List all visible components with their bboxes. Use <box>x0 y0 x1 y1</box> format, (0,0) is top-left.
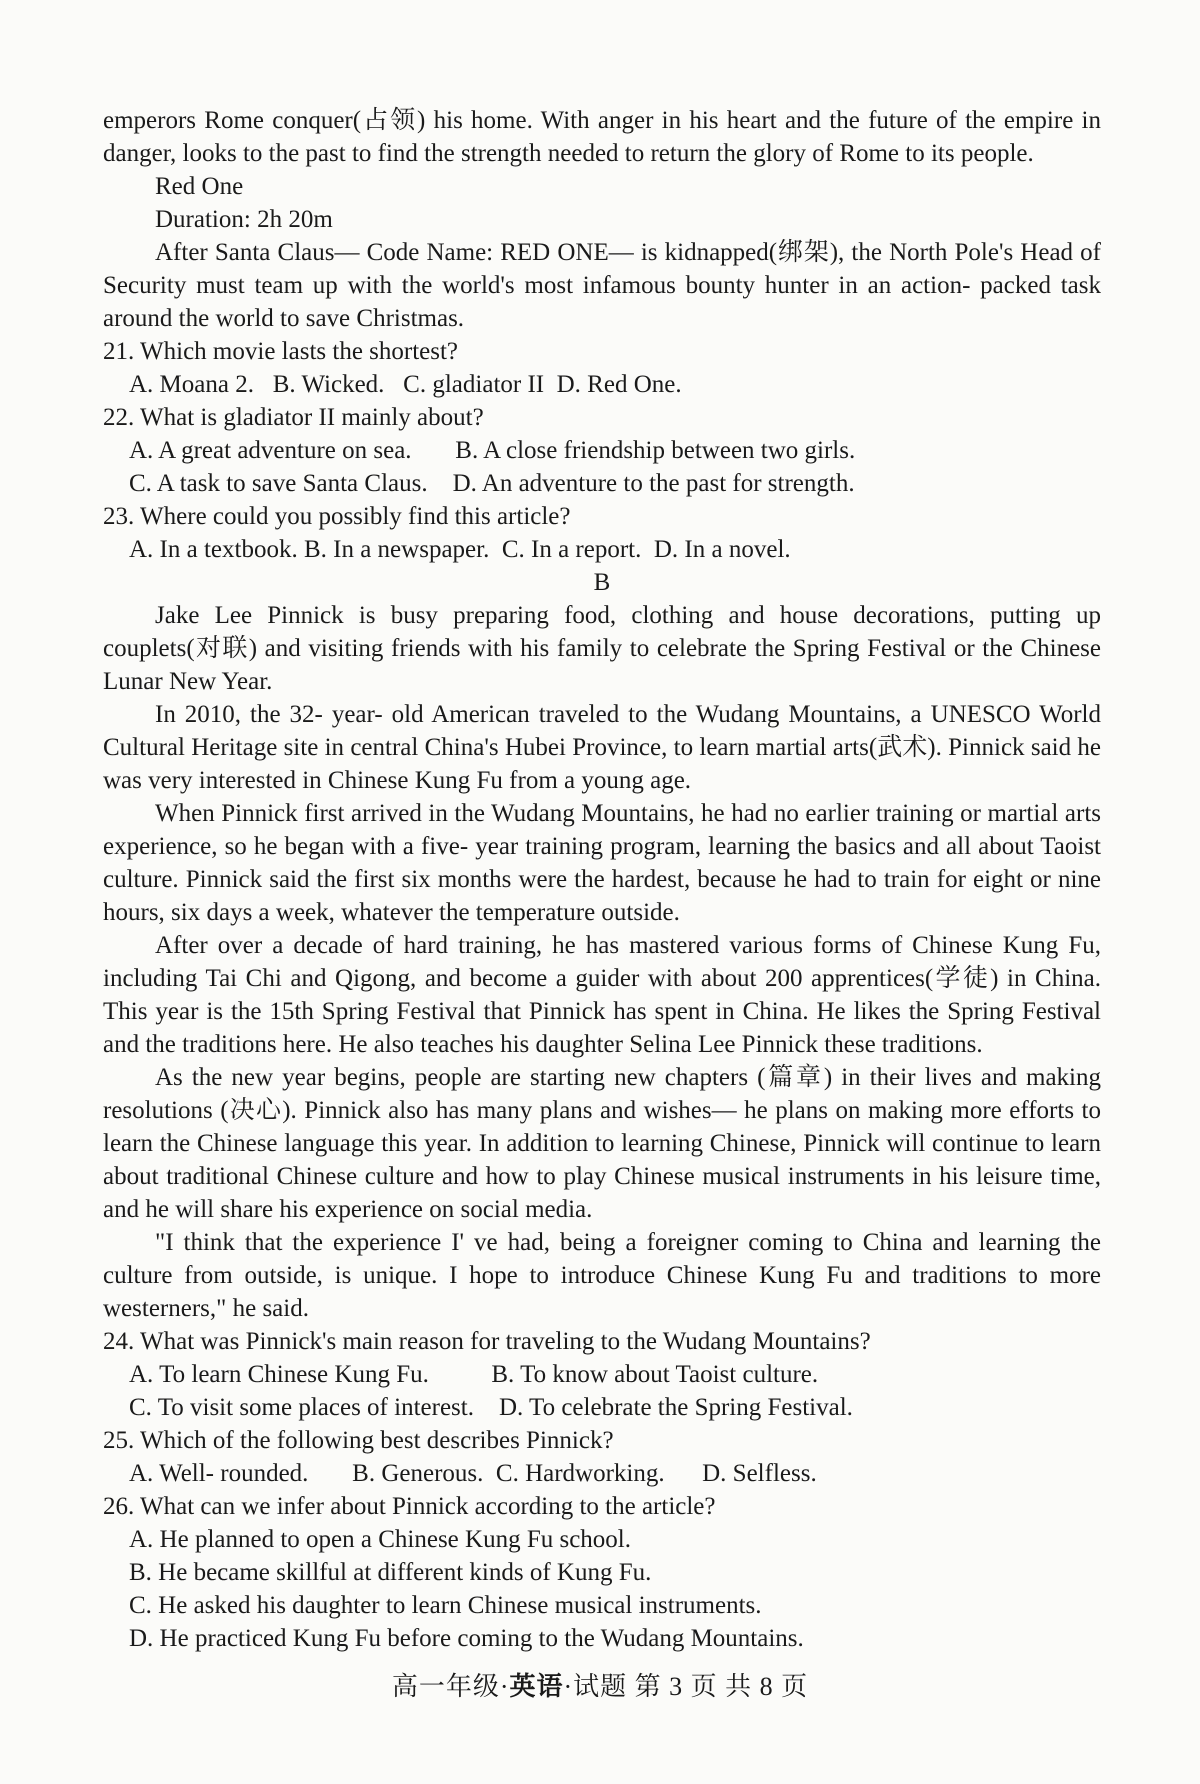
passage-b-paragraph: As the new year begins, people are starting new chapters (篇章) in their lives and making resolutions (决心). Pinnick also has many plans and wishes— he plans on making more efforts to learn the Chinese language this year. In addition to learning Chinese, Pinnick will continue to learn about traditional Chinese culture and how to play Chinese musical instruments in his leisure time, and he will share his experience on social media. <box>103 1064 1101 1223</box>
question-stem: 22. What is gladiator II mainly about? <box>103 404 484 431</box>
page-footer <box>0 1670 1200 1703</box>
question-options: A. Well- rounded. B. Generous. C. Hardworking. D. Selfless. <box>129 1460 817 1487</box>
movie-duration-red-one: Duration: 2h 20m <box>155 206 333 233</box>
question-stem: 24. What was Pinnick's main reason for traveling to the Wudang Mountains? <box>103 1328 871 1355</box>
question-options: A. To learn Chinese Kung Fu. B. To know about Taoist culture. <box>129 1361 819 1388</box>
passage-a-gladiator-end: emperors Rome conquer(占领) his home. With anger in his heart and the future of the empire in danger, looks to the past to find the strength needed to return the glory of Rome to its people. <box>103 107 1101 167</box>
footer-prefix: 高一年级· <box>391 1672 510 1701</box>
question-options: C. To visit some places of interest. D. To celebrate the Spring Festival. <box>129 1394 853 1421</box>
movie-desc-red-one: After Santa Claus— Code Name: RED ONE— is kidnapped(绑架), the North Pole's Head of Security must team up with the world's most infamous bounty hunter in an action- packed task around the world to save Christmas. <box>103 239 1101 332</box>
passage-b-paragraph: When Pinnick first arrived in the Wudang Mountains, he had no earlier training or martial arts experience, so he began with a five- year training program, learning the basics and all about Taoist culture. Pinnick said the first six months were the hardest, because he had to train for eight or nine hours, six days a week, whatever the temperature outside. <box>103 800 1101 926</box>
question-22 <box>103 401 1101 500</box>
question-stem: 26. What can we infer about Pinnick according to the article? <box>103 1493 716 1520</box>
page-content <box>103 104 1101 1655</box>
question-options: B. He became skillful at different kinds of Kung Fu. <box>129 1559 652 1586</box>
question-stem: 25. Which of the following best describes Pinnick? <box>103 1427 614 1454</box>
question-25 <box>103 1424 1101 1490</box>
question-stem: 23. Where could you possibly find this article? <box>103 503 571 530</box>
question-options: C. A task to save Santa Claus. D. An adventure to the past for strength. <box>129 470 855 497</box>
passage-b-paragraph: In 2010, the 32- year- old American traveled to the Wudang Mountains, a UNESCO World Cultural Heritage site in central China's Hubei Province, to learn martial arts(武术). Pinnick said he was very interested in Chinese Kung Fu from a young age. <box>103 701 1101 794</box>
question-options: A. A great adventure on sea. B. A close friendship between two girls. <box>129 437 856 464</box>
passage-b-paragraph: "I think that the experience I' ve had, being a foreigner coming to China and learning the culture from outside, is unique. I hope to introduce Chinese Kung Fu and traditions to more westerners," he said. <box>103 1229 1101 1322</box>
question-23 <box>103 500 1101 566</box>
footer-subject: 英语 <box>509 1672 564 1701</box>
section-b-heading: B <box>593 569 611 596</box>
question-26 <box>103 1490 1101 1655</box>
question-options: A. Moana 2. B. Wicked. C. gladiator II D. Red One. <box>129 371 682 398</box>
question-stem: 21. Which movie lasts the shortest? <box>103 338 459 365</box>
question-21 <box>103 335 1101 401</box>
question-options: D. He practiced Kung Fu before coming to the Wudang Mountains. <box>129 1625 804 1652</box>
passage-b-paragraph: Jake Lee Pinnick is busy preparing food, clothing and house decorations, putting up couplets(对联) and visiting friends with his family to celebrate the Spring Festival or the Chinese Lunar New Year. <box>103 602 1101 695</box>
question-options: A. In a textbook. B. In a newspaper. C. In a report. D. In a novel. <box>129 536 791 563</box>
question-24 <box>103 1325 1101 1424</box>
passage-b-paragraph: After over a decade of hard training, he has mastered various forms of Chinese Kung Fu, including Tai Chi and Qigong, and become a guider with about 200 apprentices(学徒) in China. This year is the 15th Spring Festival that Pinnick has spent in China. He likes the Spring Festival and the traditions here. He also teaches his daughter Selina Lee Pinnick these traditions. <box>103 932 1101 1058</box>
movie-title-red-one: Red One <box>155 173 244 200</box>
question-options: C. He asked his daughter to learn Chinese musical instruments. <box>129 1592 762 1619</box>
question-options: A. He planned to open a Chinese Kung Fu school. <box>129 1526 632 1553</box>
footer-suffix: ·试题 第 3 页 共 8 页 <box>563 1672 809 1701</box>
